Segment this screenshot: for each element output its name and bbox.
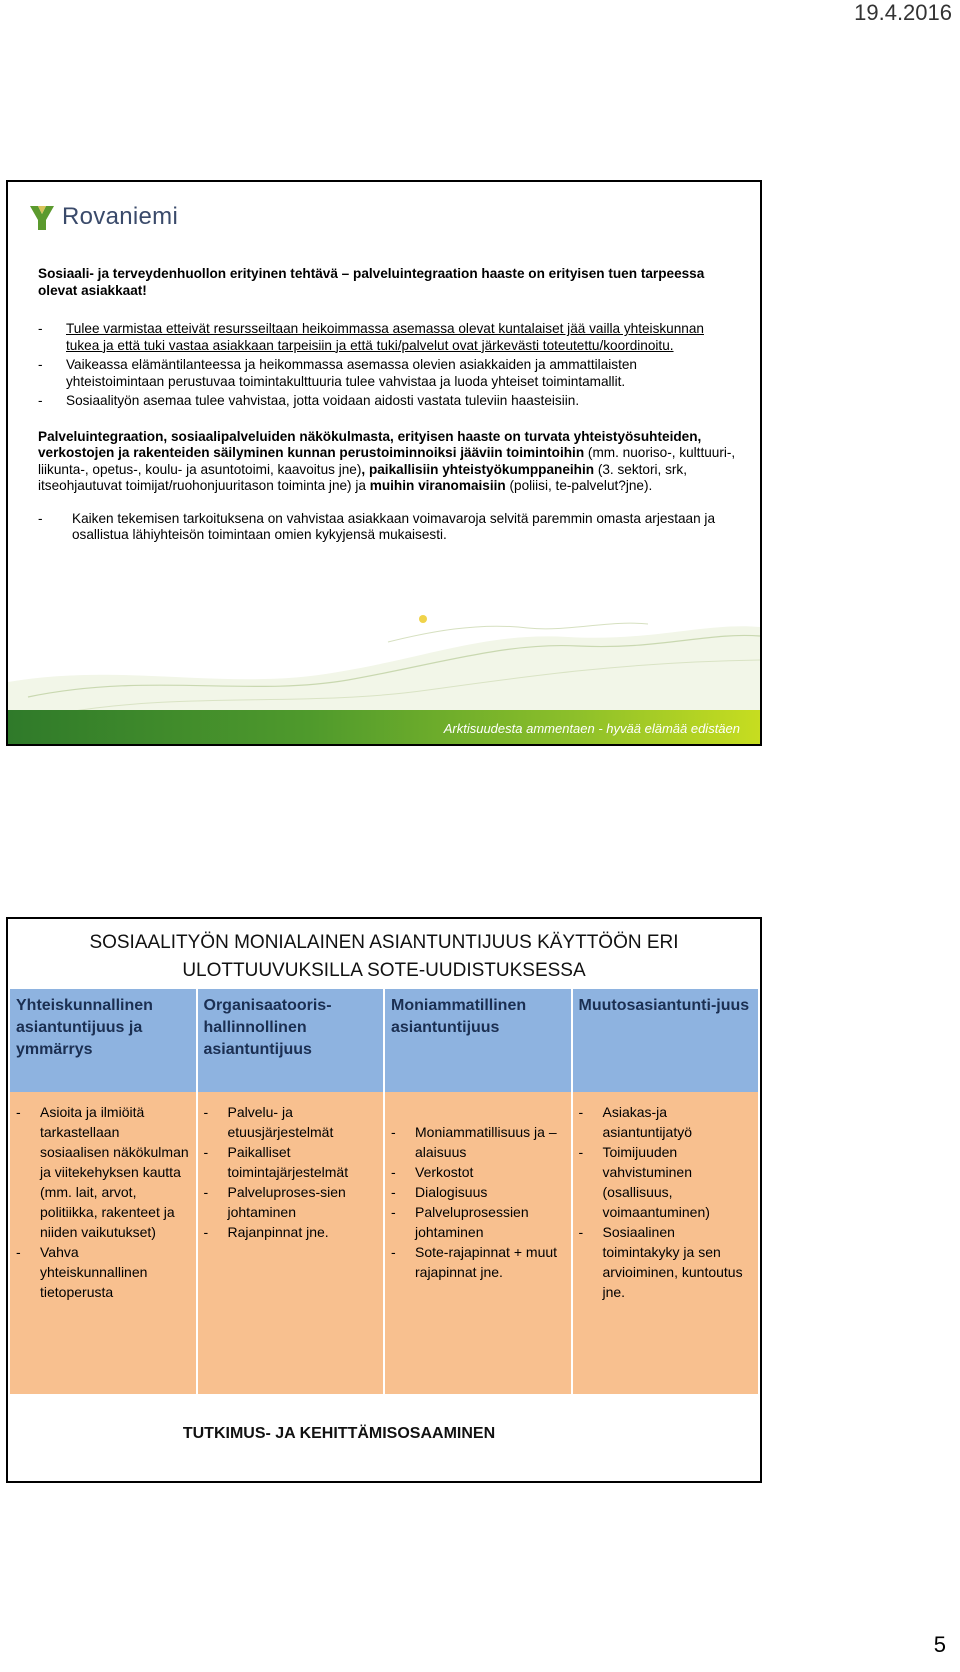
column-societal <box>10 989 198 1394</box>
column-organizational <box>198 989 386 1394</box>
list-item-text: Dialogisuus <box>415 1184 488 1200</box>
list-item-text: Rajanpinnat jne. <box>227 1224 329 1240</box>
rovaniemi-logo <box>28 202 178 232</box>
list-item-text: Toimijuuden vahvistuminen (osallisuus, voimaantuminen) <box>602 1144 710 1220</box>
bullet-item: - Sosiaalityön asemaa tulee vahvistaa, jotta voidaan aidosti vastata tuleviin haasteisiin. <box>38 393 738 410</box>
slide-2-title <box>8 929 760 985</box>
integration-paragraph <box>38 429 738 495</box>
column-multiprofessional <box>385 989 573 1394</box>
bullet-item: - Kaiken tekemisen tarkoituksena on vahvistaa asiakkaan voimavaroja selvitä paremmin omasta arjestaan ja osallistua lähiyhteisön toimintaan omien kykyjensä mukaisesti. <box>38 511 738 544</box>
bullet-text: Sosiaalityön asemaa tulee vahvistaa, jotta voidaan aidosti vastata tuleviin haasteisiin. <box>66 393 580 408</box>
list-item: - Palveluproses-sien johtaminen <box>204 1182 378 1222</box>
list-item: - Verkostot <box>391 1162 565 1182</box>
para-text-4: (3. sektori, srk, itseohjautuvat toimijat/ruohonjuuritason toiminta jne) ja <box>38 461 687 493</box>
list-item: - Moniammatillisuus ja –alaisuus <box>391 1122 565 1162</box>
list-item-text: Palveluproses-sien johtaminen <box>227 1184 346 1220</box>
list-item: - Rajanpinnat jne. <box>204 1222 378 1242</box>
slide-2-footer: TUTKIMUS- JA KEHITTÄMISOSAAMINEN <box>182 1425 496 1442</box>
list-item-text: Asioita ja ilmiöitä tarkastellaan sosiaalisen näkökulman ja viitekehyksen kautta (mm. lait, arvot, politiikka, rakenteet ja niiden vaikutukset) <box>40 1104 189 1240</box>
bullet-item: - Tulee varmistaa etteivät resursseiltaan heikoimmassa asemassa olevat kuntalaiset jää vailla yhteiskunnan tukea ja että tuki vastaa asiakkaan tarpeisiin ja että tuki/palvelut ovat järkevästi toteutettu/koordinoitu. <box>38 321 738 354</box>
bullet-text: Vaikeassa elämäntilanteessa ja heikommassa asemassa olevien asiakkaiden ja ammattilaisten yhteistoimintaan perustuvaa toimintakulttuuria tulee vahvistaa ja luoda yhteiset toimintamallit. <box>66 357 637 389</box>
list-item-text: Verkostot <box>415 1164 474 1180</box>
column-change <box>573 989 759 1394</box>
column-body <box>10 1092 196 1394</box>
list-item-text: Palvelu- ja etuusjärjestelmät <box>227 1104 334 1140</box>
bullet-text: Tulee varmistaa etteivät resursseiltaan heikoimmassa asemassa olevat kuntalaiset jää vailla yhteiskunnan tukea ja että tuki vastaa asiakkaan tarpeisiin ja että tuki/palvelut ovat järkevästi toteutettu/koordinoitu. <box>66 321 704 353</box>
column-body <box>385 1092 571 1394</box>
slide-2 <box>6 917 762 1483</box>
slide-1-heading: Sosiaali- ja terveydenhuollon erityinen tehtävä – palveluintegraation haaste on erityisen tuen tarpeessa olevat asiakkaat! <box>38 266 705 298</box>
column-body <box>198 1092 384 1394</box>
list-item: - Sote-rajapinnat + muut rajapinnat jne. <box>391 1242 565 1282</box>
bullet-text: Kaiken tekemisen tarkoituksena on vahvistaa asiakkaan voimavaroja selvitä paremmin omasta arjestaan ja osallistua lähiyhteisön toimintaan omien kykyjensä mukaisesti. <box>72 510 716 542</box>
list-item: - Palvelu- ja etuusjärjestelmät <box>204 1102 378 1142</box>
para-text-6: (poliisi, te-palvelut?jne). <box>505 478 653 493</box>
footer-bar <box>8 710 760 744</box>
column-body <box>573 1092 759 1394</box>
bullet-item: - Vaikeassa elämäntilanteessa ja heikommassa asemassa olevien asiakkaiden ja ammattilaisten yhteistoimintaan perustuvaa toimintakulttuuria tulee vahvistaa ja luoda yhteiset toimintamallit. <box>38 357 738 390</box>
column-header: Muutosasiantunti-juus <box>573 989 759 1092</box>
list-item: - Dialogisuus <box>391 1182 565 1202</box>
list-item: - Paikalliset toimintajärjestelmät <box>204 1142 378 1182</box>
page-date: 19.4.2016 <box>854 0 952 25</box>
para-bold-1: Palveluintegraation, sosiaalipalveluiden näkökulmasta, erityisen haaste on turvata yhteistyösuhteiden, verkostojen ja rakenteiden säilyminen kunnan perustoiminnoiksi jääviin toimintoihin <box>38 428 702 460</box>
column-header: Organisaatooris-hallinnollinen asiantuntijuus <box>198 989 384 1092</box>
list-item: - Toimijuuden vahvistuminen (osallisuus, voimaantuminen) <box>579 1142 753 1222</box>
para-bold-5: muihin viranomaisiin <box>369 478 506 493</box>
column-header: Yhteiskunnallinen asiantuntijuus ja ymmärrys <box>10 989 196 1092</box>
page-number: 5 <box>933 1632 946 1657</box>
list-item-text: Palveluprosessien johtaminen <box>415 1204 529 1240</box>
list-item: - Palveluprosessien johtaminen <box>391 1202 565 1242</box>
list-item-text: Asiakas-ja asiantuntijatyö <box>602 1104 693 1140</box>
para-text-2: (mm. nuoriso-, kulttuuri-, liikunta-, opetus-, koulu- ja asuntotoimi, kaavoitus jne) <box>38 445 736 477</box>
list-item-text: Sote-rajapinnat + muut rajapinnat jne. <box>415 1244 558 1280</box>
list-item-text: Sosiaalinen toimintakyky ja sen arvioiminen, kuntoutus jne. <box>602 1224 743 1300</box>
list-item-text: Paikalliset toimintajärjestelmät <box>227 1144 349 1180</box>
list-item-text: Vahva yhteiskunnallinen tietoperusta <box>40 1244 148 1300</box>
list-item: - Asioita ja ilmiöitä tarkastellaan sosiaalisen näkökulman ja viitekehyksen kautta (mm. lait, arvot, politiikka, rakenteet ja niiden vaikutukset) <box>16 1104 189 1240</box>
title-line-1: SOSIAALITYÖN MONIALAINEN ASIANTUNTIJUUS KÄYTTÖÖN ERI <box>89 932 679 953</box>
expertise-columns <box>10 989 758 1394</box>
list-item: - Asiakas-ja asiantuntijatyö <box>579 1102 753 1142</box>
rovaniemi-emblem-icon <box>28 202 56 232</box>
title-line-2: ULOTTUUVUKSILLA SOTE-UUDISTUKSESSA <box>182 960 586 981</box>
list-item: - Vahva yhteiskunnallinen tietoperusta <box>16 1242 190 1302</box>
list-item-text: Moniammatillisuus ja –alaisuus <box>415 1124 557 1160</box>
slide-1-content <box>38 266 738 547</box>
para-bold-3: , paikallisiin yhteistyökumppaneihin <box>361 461 595 477</box>
slogan-text: Arktisuudesta ammentaen - hyvää elämää edistäen <box>443 721 740 736</box>
slide-1 <box>6 180 762 746</box>
list-item: - Sosiaalinen toimintakyky ja sen arvioiminen, kuntoutus jne. <box>579 1222 753 1302</box>
logo-text: Rovaniemi <box>62 203 179 230</box>
column-header: Moniammatillinen asiantuntijuus <box>385 989 571 1092</box>
